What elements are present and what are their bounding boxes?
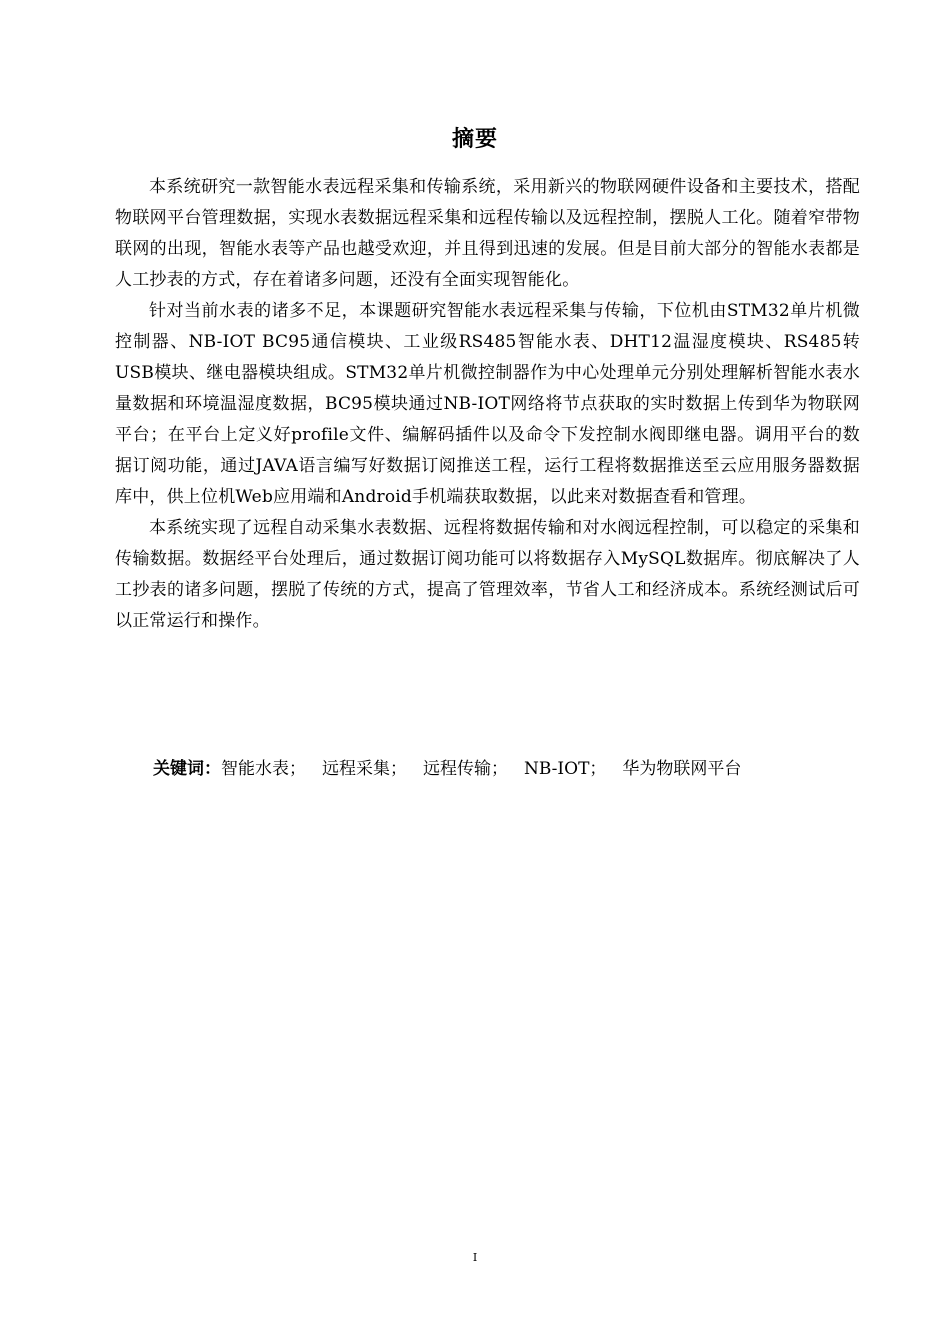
page-number: I [472,1251,478,1264]
abstract-body [115,172,860,637]
keyword-item: NB-IOT； [524,759,607,779]
abstract-paragraph-1: 本系统研究一款智能水表远程采集和传输系统，采用新兴的物联网硬件设备和主要技术，搭配物联网平台管理数据，实现水表数据远程采集和远程传输以及远程控制，摆脱人工化。随着窄带物联网的出现，智能水表等产品也越受欢迎，并且得到迅速的发展。但是目前大部分的智能水表都是人工抄表的方式，存在着诸多问题，还没有全面实现智能化。 [115,177,860,290]
keyword-item: 智能水表； [221,759,306,779]
keyword-item: 华为物联网平台 [622,759,742,779]
abstract-paragraph-2: 针对当前水表的诸多不足，本课题研究智能水表远程采集与传输，下位机由STM32单片机微控制器、NB-IOT BC95通信模块、工业级RS485智能水表、DHT12温湿度模块、RS485转USB模块、继电器模块组成。STM32单片机微控制器作为中心处理单元分别处理解析智能水表水量数据和环境温湿度数据，BC95模块通过NB-IOT网络将节点获取的实时数据上传到华为物联网平台；在平台上定义好profile文件、编解码插件以及命令下发控制水阀即继电器。调用平台的数据订阅功能，通过JAVA语言编写好数据订阅推送工程，运行工程将数据推送至云应用服务器数据库中，供上位机Web应用端和Android手机端获取数据，以此来对数据查看和管理。 [115,301,860,507]
keywords-label: 关键词： [153,759,221,779]
abstract-title: 摘要 [451,127,498,152]
abstract-paragraph-3: 本系统实现了远程自动采集水表数据、远程将数据传输和对水阀远程控制，可以稳定的采集和传输数据。数据经平台处理后，通过数据订阅功能可以将数据存入MySQL数据库。彻底解决了人工抄表的诸多问题，摆脱了传统的方式，提高了管理效率，节省人工和经济成本。系统经测试后可以正常运行和操作。 [115,518,860,631]
keyword-item: 远程采集； [322,759,407,779]
keyword-item: 远程传输； [423,759,508,779]
keywords-line [153,754,741,785]
